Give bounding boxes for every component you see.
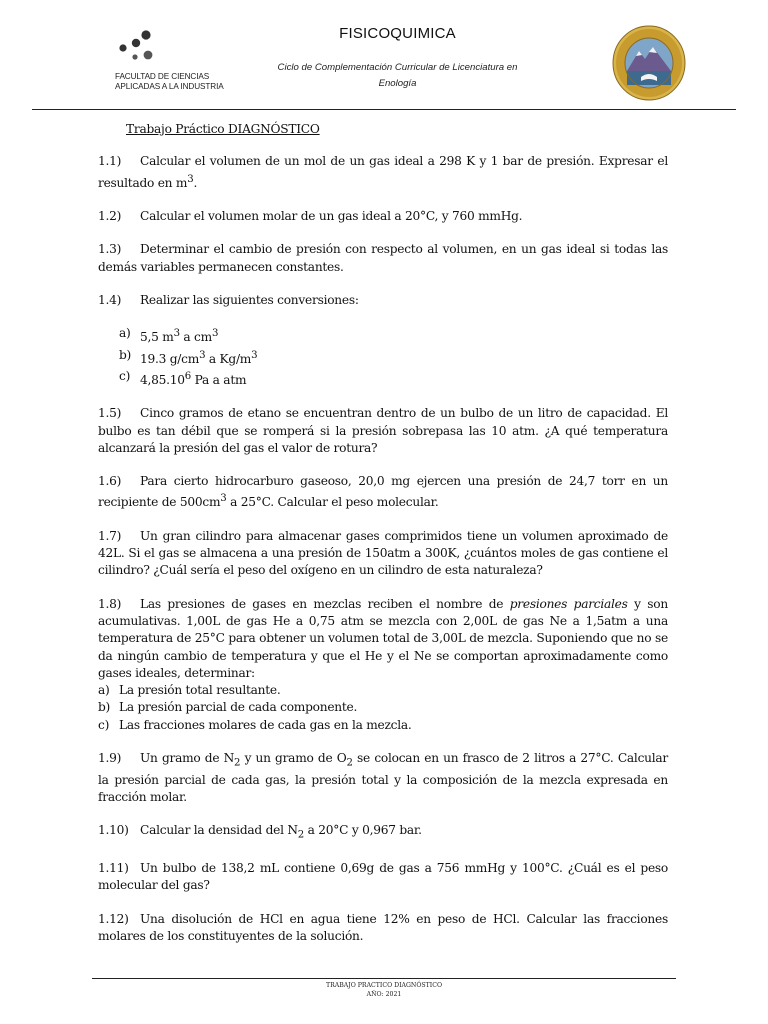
superscript: 3 (251, 349, 258, 361)
faculty-name-line2: APLICADAS A LA INDUSTRIA (115, 82, 224, 91)
question-text: Un gramo de N (140, 751, 235, 766)
question-number: 1.5) (98, 406, 122, 421)
question-text: Realizar las siguientes conversiones: (140, 292, 359, 307)
header-divider (32, 109, 736, 110)
page-header (0, 0, 768, 112)
question-text: Un gran cilindro para almacenar gases comprimidos tiene un volumen aproximado de 42L. Si el gas se almacena a una presión de 150atm a 300K, ¿cuántos moles de gas contiene el cilindro? ¿Cuál sería el peso del oxígeno en un cilindro de esta naturaleza? (98, 528, 668, 578)
item-label: c) (119, 368, 131, 383)
question-1-11 (98, 860, 668, 895)
item-label: a) (98, 683, 110, 698)
list-item (98, 682, 668, 699)
determine-list (98, 682, 668, 734)
question-text-end: y son acumulativas. 1,00L de gas He a 0,75 atm se mezcla con 2,00L de gas Ne a 1,5atm a una temperatura de 25°C para obtener un volumen total de 3,00L de mezcla. Suponiendo que no se da ningún cambio de temperatura y que el He y el Ne se comportan aproximadamente como gases ideales, determinar: (98, 596, 668, 680)
course-subtitle-line2: Enología (378, 78, 417, 89)
question-number: 1.9) (98, 751, 122, 766)
course-subtitle (255, 60, 540, 92)
question-number: 1.4) (98, 292, 122, 307)
footer-divider (92, 978, 676, 979)
item-text: a cm (179, 330, 212, 345)
question-number: 1.2) (98, 208, 122, 223)
question-text: Cinco gramos de etano se encuentran dentro de un bulbo de un litro de capacidad. El bulbo es tan débil que se romperá si la presión sobrepasa las 10 atm. ¿A qué temperatura alcanzará la presión del gas el valor de rotura? (98, 406, 668, 455)
subscript: 2 (297, 829, 304, 841)
item-label: c) (98, 717, 110, 732)
superscript: 3 (220, 493, 227, 505)
question-text: Para cierto hidrocarburo gaseoso, 20,0 mg ejercen una presión de 24,7 torr en un recipiente de 500cm (98, 474, 668, 510)
document-title: Trabajo Práctico DIAGNÓSTICO (126, 122, 320, 136)
superscript: 3 (173, 328, 180, 340)
question-text-end: se colocan en un frasco de 2 litros a 27°C. Calcular la presión parcial de cada gas, la presión total y la composición de la mezcla expresada en fracción molar. (98, 751, 668, 805)
superscript: 3 (187, 173, 194, 185)
item-text: Las fracciones molares de cada gas en la mezcla. (119, 717, 412, 732)
list-item (119, 325, 668, 346)
university-seal-icon (611, 25, 687, 101)
italic-term: presiones parciales (509, 596, 628, 611)
question-text: Las presiones de gases en mezclas reciben el nombre de (140, 596, 510, 611)
list-item (119, 368, 668, 389)
question-number: 1.1) (98, 154, 122, 169)
question-1-4 (98, 292, 668, 389)
question-text: Calcular el volumen de un mol de un gas ideal a 298 K y 1 bar de presión. Expresar el resultado en m (98, 154, 668, 190)
item-text: 5,5 m (140, 330, 174, 345)
question-number: 1.11) (98, 861, 129, 876)
question-text: Calcular la densidad del N (140, 823, 298, 838)
course-subtitle-line1: Ciclo de Complementación Curricular de Licenciatura en (277, 62, 518, 73)
item-text: 19.3 g/cm (140, 351, 200, 366)
question-text-end: a 25°C. Calcular el peso molecular. (226, 495, 439, 510)
question-text: Calcular el volumen molar de un gas ideal a 20°C, y 760 mmHg. (140, 208, 523, 223)
question-number: 1.10) (98, 823, 129, 838)
item-text: La presión total resultante. (119, 683, 281, 698)
molecule-dots-icon (115, 29, 155, 63)
question-1-1 (98, 153, 668, 192)
question-1-6 (98, 473, 668, 512)
conversion-list (98, 325, 668, 389)
superscript: 3 (199, 349, 206, 361)
subscript: 2 (346, 757, 353, 769)
list-item (98, 699, 668, 716)
question-1-10 (98, 822, 668, 844)
item-label: b) (119, 347, 132, 362)
item-text: a Kg/m (205, 351, 252, 366)
superscript: 6 (184, 370, 191, 382)
item-text: 4,85.10 (140, 372, 185, 387)
question-text: y un gramo de O (240, 751, 347, 766)
question-number: 1.7) (98, 528, 122, 543)
item-text: Pa a atm (191, 372, 247, 387)
question-1-8 (98, 596, 668, 734)
faculty-name (115, 72, 224, 92)
question-text-end: a 20°C y 0,967 bar. (304, 823, 422, 838)
question-number: 1.8) (98, 596, 122, 611)
item-label: a) (119, 326, 131, 341)
question-number: 1.6) (98, 474, 122, 489)
faculty-name-line1: FACULTAD DE CIENCIAS (115, 72, 210, 81)
question-text: Determinar el cambio de presión con respecto al volumen, en un gas ideal si todas las demás variables permanecen constantes. (98, 242, 668, 274)
question-1-5 (98, 405, 668, 457)
footer-line2: AÑO: 2021 (366, 990, 402, 998)
item-label: b) (98, 700, 111, 715)
faculty-logo (113, 27, 233, 97)
document-body (98, 121, 668, 961)
header-center (255, 25, 540, 92)
list-item (98, 717, 668, 734)
question-1-2 (98, 208, 668, 225)
superscript: 3 (211, 328, 219, 340)
footer-line1: TRABAJO PRACTICO DIAGNÓSTICO (325, 982, 443, 989)
question-text-end: . (193, 175, 198, 190)
question-text: Un bulbo de 138,2 mL contiene 0,69g de gas a 756 mmHg y 100°C. ¿Cuál es el peso molecular del gas? (98, 861, 668, 893)
question-1-3 (98, 241, 668, 276)
item-text: La presión parcial de cada componente. (119, 700, 358, 715)
subscript: 2 (234, 757, 241, 769)
question-1-12 (98, 911, 668, 946)
question-1-9 (98, 750, 668, 806)
question-text: Una disolución de HCl en agua tiene 12% en peso de HCl. Calcular las fracciones molares de los constituyentes de la solución. (98, 911, 668, 943)
question-number: 1.12) (98, 911, 129, 926)
course-title: FISICOQUIMICA (339, 25, 456, 42)
list-item (119, 347, 668, 368)
question-1-7 (98, 528, 668, 580)
question-number: 1.3) (98, 242, 122, 257)
page-footer (0, 982, 768, 999)
